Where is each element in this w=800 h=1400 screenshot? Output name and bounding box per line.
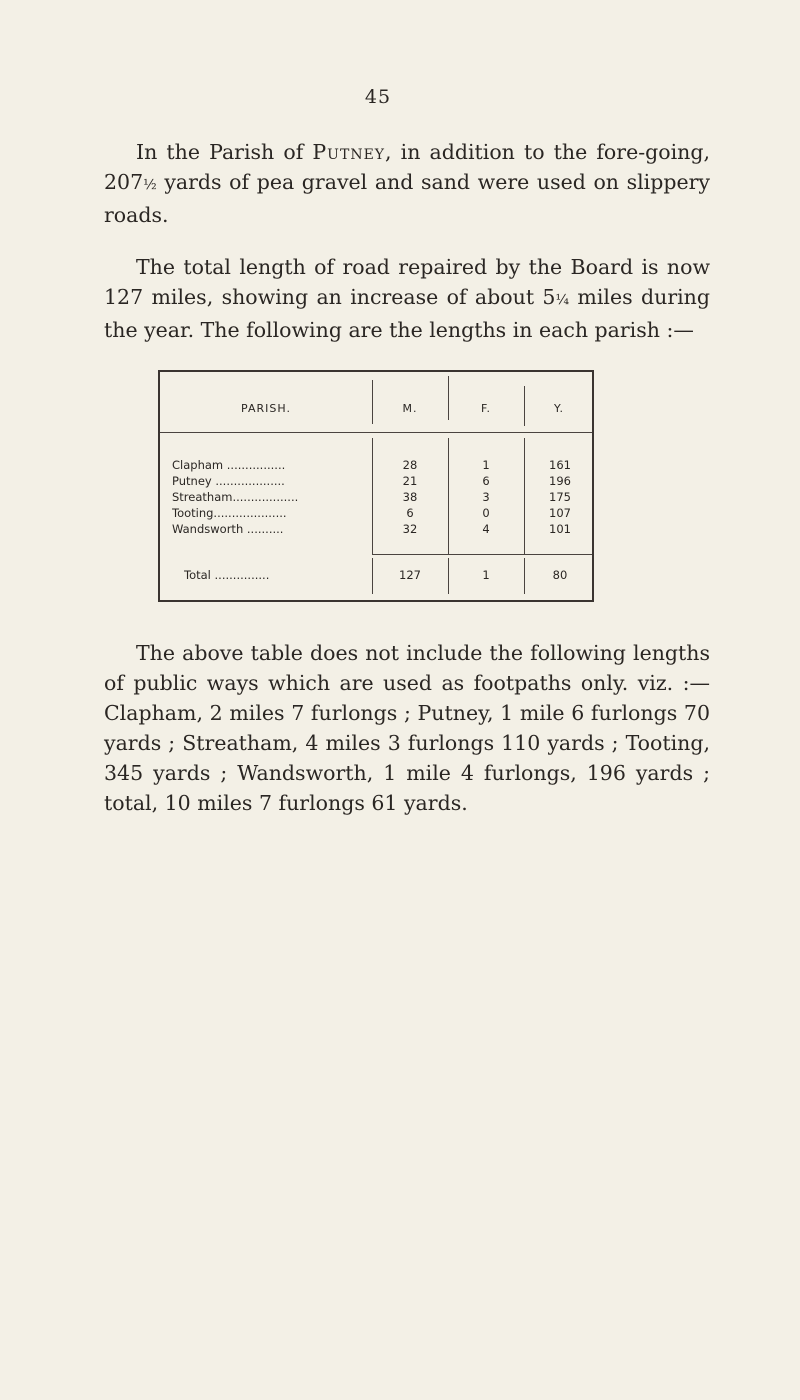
paragraph-footpaths: The above table does not include the following lengths of public ways which are used as footpaths only. viz. :— Clapham, 2 miles 7 furlongs ; Putney, 1 mile 6 furlongs 70 yards ; Streatham, 4 miles 3 furlongs 110 yards ; Tooting, 345 yards ; Wandsworth, 1 mile 4 furlongs, 196 yards ; total, 10 miles 7 furlongs 61 yards. [104,641,710,815]
paragraph-putney [104,137,710,230]
header-parish: PARISH. [241,402,291,415]
total-divider-3 [524,558,525,594]
row-parish-name: Wandsworth .......... [172,522,284,536]
total-miles: 127 [399,568,421,582]
row-yards: 101 [549,522,571,536]
row-parish-name: Tooting.................... [172,506,287,520]
row-yards: 196 [549,474,571,488]
total-furlongs: 1 [482,568,490,582]
row-miles: 38 [402,490,418,504]
parish-name-putney: Putney [312,140,386,164]
fraction-quarter: ¼ [555,292,570,308]
row-furlongs: 6 [482,474,490,488]
paragraph-total-text-2: miles during the year. The following are the lengths in each parish :— [104,285,711,342]
row-yards: 107 [549,506,571,520]
header-divider-2 [448,376,449,420]
paragraph-total-length [104,252,710,345]
row-parish-name: Streatham.................. [172,490,299,504]
header-furlongs: F. [480,402,492,415]
row-furlongs: 0 [482,506,490,520]
row-miles: 21 [402,474,418,488]
row-furlongs: 4 [482,522,490,536]
paragraph-putney-text-1: In the Parish of [136,140,313,164]
total-rule [372,554,592,555]
row-furlongs: 1 [482,458,490,472]
total-label: Total ............... [184,568,270,582]
header-divider-1 [372,380,373,424]
paragraph-putney-text-3: yards of pea gravel and sand were used on slippery roads. [104,170,710,227]
total-yards: 80 [552,568,568,582]
paragraph-putney-text-2: , in addition to the fore-going, 207 [104,140,710,194]
header-miles: M. [402,402,418,415]
header-yards: Y. [554,402,564,415]
header-divider-3 [524,386,525,426]
row-miles: 28 [402,458,418,472]
row-parish-name: Putney ................... [172,474,285,488]
header-rule [160,432,592,433]
row-yards: 161 [549,458,571,472]
row-parish-name: Clapham ................ [172,458,286,472]
body-divider-1 [372,438,373,554]
body-divider-3 [524,438,525,554]
body-divider-2 [448,438,449,554]
paragraph-total-text-1: The total length of road repaired by the Board is now 127 miles, showing an increase of about 5 [104,255,710,309]
page-number: 45 [364,86,392,108]
row-miles: 6 [406,506,414,520]
parish-lengths-table [158,370,594,602]
fraction-half: ½ [143,177,157,193]
total-divider-2 [448,558,449,594]
row-yards: 175 [549,490,571,504]
row-miles: 32 [402,522,418,536]
row-furlongs: 3 [482,490,490,504]
